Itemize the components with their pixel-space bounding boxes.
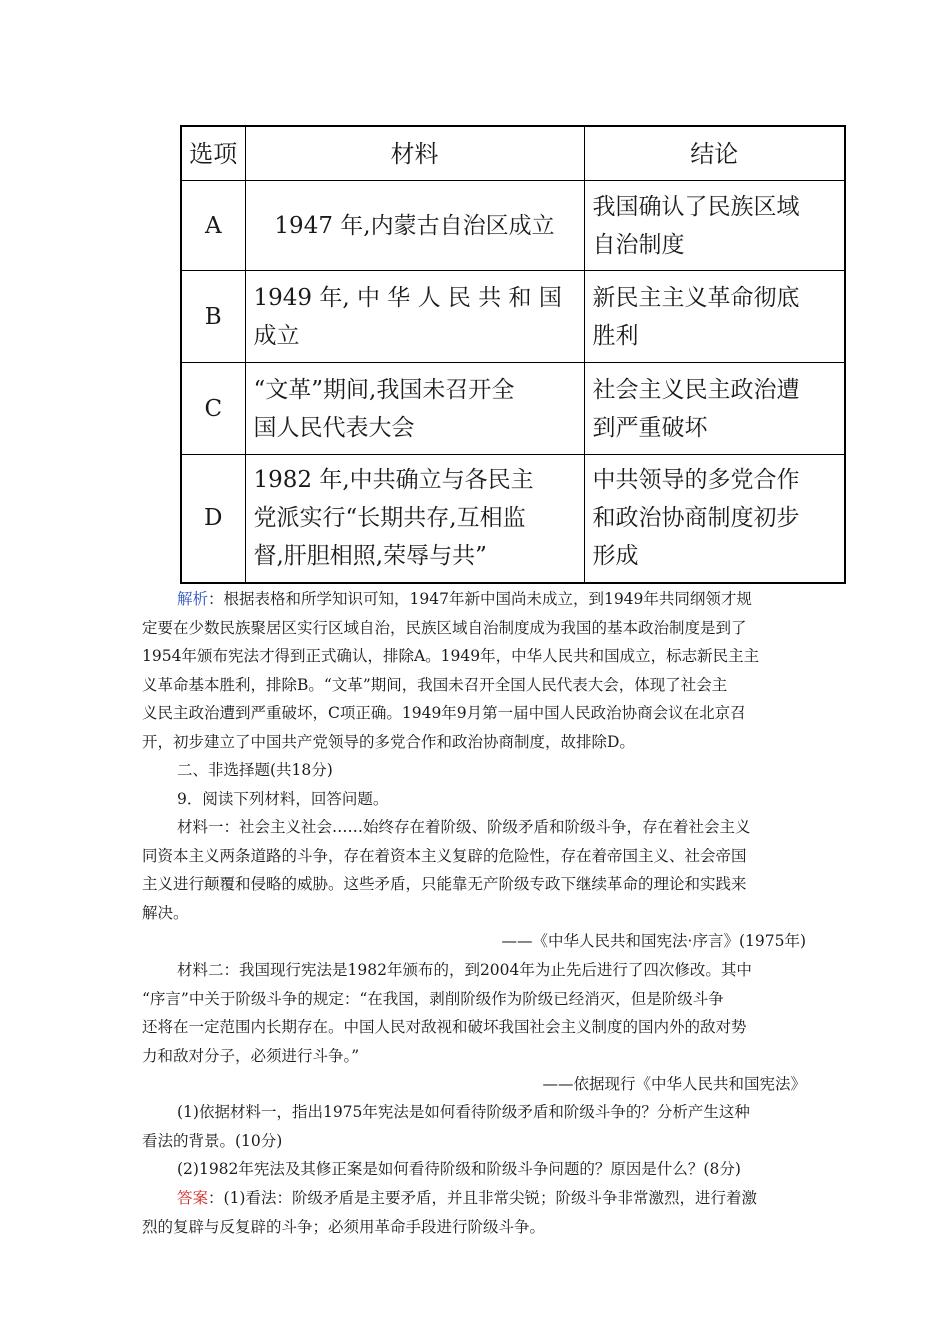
material-source: ——《中华人民共和国宪法·序言》(1975年) [501, 932, 806, 950]
material-line: 力和敌对分子，必须进行斗争。” [142, 1046, 360, 1065]
conclusion-line: 和政治协商制度初步 [592, 505, 800, 532]
analysis-line: 开，初步建立了中国共产党领导的多党合作和政治协商制度，故排除D。 [142, 732, 635, 751]
table-row [181, 181, 845, 271]
analysis-line: 定要在少数民族聚居区实行区域自治，民族区域自治制度成为我国的基本政治制度是到了 [142, 618, 747, 637]
option-material [245, 455, 584, 583]
option-material [245, 271, 584, 363]
conclusion-line: 形成 [592, 543, 639, 570]
material-line: 国人民代表大会 [253, 414, 415, 441]
table-header-row [181, 126, 845, 181]
conclusion-line: 新民主主义革命彻底 [592, 284, 800, 311]
option-conclusion [584, 455, 845, 583]
sub-question-1 [142, 1098, 806, 1155]
material-two [142, 956, 806, 1099]
options-table [180, 125, 846, 584]
header-option: 选项 [181, 126, 245, 181]
answer-label: 答案 [177, 1189, 209, 1207]
table-row [181, 363, 845, 455]
section-title: 二、非选择题(共18分) [177, 761, 333, 779]
option-key: B [181, 271, 245, 363]
header-material: 材料 [245, 126, 584, 181]
conclusion-line: 中共领导的多党合作 [592, 467, 800, 494]
material-line: 材料二：我国现行宪法是1982年颁布的，到2004年为止先后进行了四次修改。其中 [177, 961, 752, 979]
conclusion-line: 我国确认了民族区域 [592, 193, 800, 220]
answer-text: ：(1)看法：阶级矛盾是主要矛盾，并且非常尖锐；阶级斗争非常激烈，进行着激 [208, 1189, 757, 1207]
question-stem: 9．阅读下列材料，回答问题。 [177, 790, 389, 808]
analysis-line: 义民主政治遭到严重破坏，C项正确。1949年9月第一届中国人民政治协商会议在北京召 [142, 704, 746, 722]
analysis-text: ：根据表格和所学知识可知，1947年新中国尚未成立，到1949年共同纲领才规 [208, 590, 752, 608]
conclusion-line: 自治制度 [592, 231, 685, 258]
material-line: 成立 [253, 322, 300, 349]
option-key: D [181, 455, 245, 583]
option-conclusion [584, 271, 845, 363]
analysis-line: 1954年颁布宪法才得到正式确认，排除A。1949年，中华人民共和国成立，标志新民主主 [142, 647, 760, 665]
material-line: 1982 年,中共确立与各民主 [253, 467, 534, 494]
table-row [181, 271, 845, 363]
material-one [142, 813, 806, 956]
option-material [245, 363, 584, 455]
option-conclusion [584, 363, 845, 455]
table-row [181, 455, 845, 583]
sub-question-line: 看法的背景。(10分) [142, 1131, 283, 1150]
material-line: 1947 年,内蒙古自治区成立 [274, 212, 555, 239]
conclusion-line: 胜利 [592, 322, 639, 349]
material-line: “文革”期间,我国未召开全 [253, 376, 515, 403]
analysis-paragraph [142, 585, 806, 756]
option-key: A [181, 181, 245, 271]
analysis-line: 义革命基本胜利，排除B。“文革”期间，我国未召开全国人民代表大会，体现了社会主 [142, 675, 728, 694]
material-line: 主义进行颠覆和侵略的威胁。这些矛盾，只能靠无产阶级专政下继续革命的理论和实践来 [142, 875, 747, 893]
analysis-label: 解析 [177, 590, 209, 608]
material-line: 党派实行“长期共存,互相监 [253, 505, 526, 532]
option-conclusion [584, 181, 845, 271]
material-line: 解决。 [142, 903, 189, 922]
option-key: C [181, 363, 245, 455]
answer-line: 烈的复辟与反复辟的斗争；必须用革命手段进行阶级斗争。 [142, 1217, 546, 1236]
material-source: ——依据现行《中华人民共和国宪法》 [542, 1075, 806, 1093]
answer-line [142, 1184, 806, 1213]
material-line: 同资本主义两条道路的斗争，存在着资本主义复辟的危险性，存在着帝国主义、社会帝国 [142, 846, 747, 865]
sub-question-2: (2)1982年宪法及其修正案是如何看待阶级和阶级斗争问题的？原因是什么？(8分) [177, 1160, 741, 1178]
material-line: 材料一：社会主义社会……始终存在着阶级、阶级矛盾和阶级斗争，存在着社会主义 [177, 818, 751, 836]
answer-paragraph [142, 1184, 806, 1241]
material-line: “序言”中关于阶级斗争的规定：“在我国，剥削阶级作为阶级已经消灭，但是阶级斗争 [142, 989, 724, 1008]
conclusion-line: 到严重破坏 [592, 414, 708, 441]
material-line: 督,肝胆相照,荣辱与共” [253, 543, 487, 570]
sub-question-line: (1)依据材料一，指出1975年宪法是如何看待阶级矛盾和阶级斗争的？分析产生这种 [177, 1103, 750, 1121]
material-line: 还将在一定范围内长期存在。中国人民对敌视和破坏我国社会主义制度的国内外的敌对势 [142, 1018, 747, 1036]
analysis-line [142, 585, 806, 614]
material-line: 1949 年, 中 华 人 民 共 和 国 [253, 284, 562, 311]
option-material [245, 181, 584, 271]
header-conclusion: 结论 [584, 126, 845, 181]
conclusion-line: 社会主义民主政治遭 [592, 376, 800, 403]
